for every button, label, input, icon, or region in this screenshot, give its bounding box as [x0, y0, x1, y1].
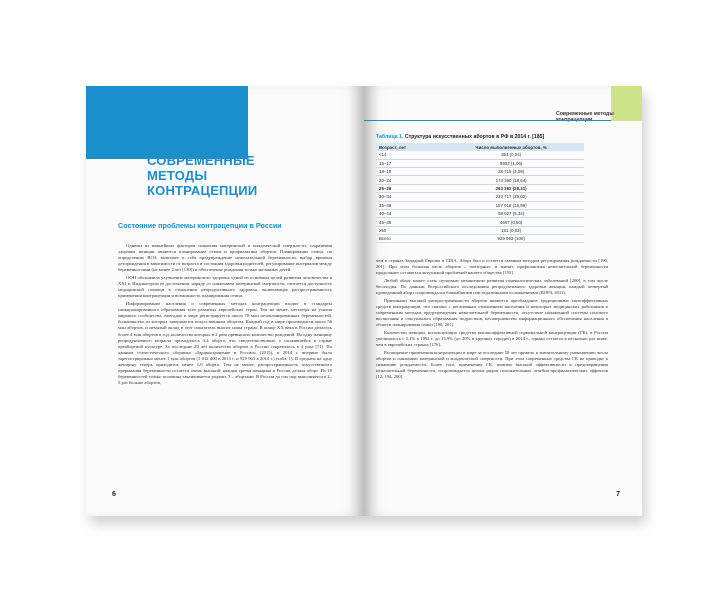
age-cell: 25–29	[376, 184, 438, 192]
left-page	[86, 86, 364, 516]
age-cell: 30–34	[376, 193, 438, 201]
abortion-structure-table	[376, 143, 584, 243]
value-cell: 9902 (1,06)	[438, 159, 584, 167]
open-book	[86, 86, 642, 516]
value-cell: 151 (0,02)	[438, 226, 584, 234]
age-cell: 20–24	[376, 176, 438, 184]
section-heading: Состояние проблемы контрацепции в России	[118, 221, 282, 230]
table-row	[376, 209, 584, 217]
right-body-text	[376, 258, 608, 382]
paragraph: Количество женщин, использующих средства высокоэффективной гормональной контрацепции (ГК), в России увеличилось с 2,1% в 1992 г. до 13,9% (до 20% в крупных городах) в 2014 г., однако остается в несколько раз ниже, чем в европейских странах [176].	[376, 329, 608, 347]
value-cell: 232 717 (25,02)	[438, 193, 584, 201]
table-row-total	[376, 235, 584, 243]
paragraph: чем в странах Западной Европы и США. Аборт был и остается главным методом регулирования рождаемости [190, 201]. При этом большая часть абортов – повторные, и значит, профилактика нежелательной беременности продолжает оставаться актуальной проблемой нашего общества [193].	[376, 258, 608, 276]
paragraph: Любой аборт может стать пусковым механизмом развития гинекологических заболеваний [200], в том числе бесплодия. По данным Всероссийского исследования репродуктивного здоровья женщин, каждый четвертый проведенный аборт сопровождался ближайшими или отдаленными осложнениями (ВОРЗ, 2011).	[376, 277, 608, 296]
paragraph: Расширение применения контрацепции в мире за последние 50 лет привело к значительному уменьшению числа абортов и снижению материнской и младенческой смертности. При этом современные средства ГК не приводят к снижению рождаемости. Более того, применение ГК, помимо высокой эффективности в предотвращении нежелательной беременности, сопровождается целым рядом положительных лечебно-профилактических эффектов [12, 194, 200].	[376, 349, 608, 380]
table-title	[376, 134, 544, 140]
value-cell: 354 (0,04)	[438, 151, 584, 159]
age-cell: 45–49	[376, 218, 438, 226]
table-row-highlighted	[376, 184, 584, 192]
value-cell: 157 918 (16,98)	[438, 201, 584, 209]
running-head: Современные методы	[556, 111, 614, 117]
page-number: 6	[112, 491, 116, 498]
paragraph: Информирование населения о современных методах контрацепции входит в стандарты санкционированного образования всех развитых европейских стран. Тем не менее, несмотря на усилия мирового сообщества, ежегодно в мире регистрируется около 70 млн незапланированных беременностей, большинство из которых завершается искусственным абортом. Каждый год в мире производится около 56 млн абортов, и немалый вклад в этот показатель вносит наша страна. В конце XX века в России делалось более 4 млн абортов в год, количество которых в 2 раза превышало количество рождений. На одну женщину репродуктивного возраста приходилось 3,4 аборта, что свидетельствовало о сложившейся в стране преабортной культуре. За последние 20 лет количество абортов в России сократилось в 4 раза [71]. По данным статистического сборника «Здравоохранение в России» (2015), в 2014 г. впервые было зарегистрировано менее 1 млн абортов (1 012 400 в 2013 г. и 929 963 в 2014 г.) (табл. 1). В среднем на одну женщину теперь приходится менее 1,0 аборта. Тем не менее, распространенность искусственного прерывания беременности остается очень высокой: каждая третья женщина в России делала аборт. Из 10 беременностей только половина заканчивается родами, 3 – абортами. В России до сих пор выполняется в 2–5 раз больше абортов,	[118, 301, 332, 386]
column-header-age: Возраст, лет	[376, 143, 438, 151]
table-row	[376, 151, 584, 159]
running-head-rule	[364, 120, 611, 121]
chapter-color-block	[86, 86, 248, 159]
table-number: Таблица 1.	[376, 134, 404, 140]
paragraph: Причинами высокой распространенности абортов являются преобладание традиционных малоэффективных средств контрацепции, что связано с негативным отношением населения и некоторых медицинских работников к современным методам предупреждения нежелательной беременности, отсутствие налаженной системы полового воспитания и сексуального образования подростков, несовершенство информационного обеспечения населения в области планирования семьи [190, 201].	[376, 297, 608, 328]
age-cell: Всего	[376, 235, 438, 243]
table-row	[376, 201, 584, 209]
table-row	[376, 167, 584, 175]
age-cell: 40–44	[376, 209, 438, 217]
age-cell: 35–39	[376, 201, 438, 209]
table-header-row	[376, 143, 584, 151]
left-body-text	[118, 243, 332, 388]
value-cell: 28 715 (3,09)	[438, 167, 584, 175]
value-cell: 173 390 (18,64)	[438, 176, 584, 184]
table-row	[376, 218, 584, 226]
table-row	[376, 193, 584, 201]
age-cell: 15–17	[376, 159, 438, 167]
paragraph: ООН обозначила улучшение материнского здоровья одной из основных целей развития человечества в XXI в. Индикатором ее достижения, наряду со снижением материнской смертности, считается доступность медицинской помощи в отношении репродуктивного здоровья, включающая распространенность применения контрацепции и возможность планирования семьи.	[118, 275, 332, 299]
age-cell: <14	[376, 151, 438, 159]
table-row	[376, 159, 584, 167]
page-number: 7	[616, 491, 620, 498]
value-cell: 58 927 (6,34)	[438, 209, 584, 217]
paragraph: Одними из важнейших факторов снижения материнской и младенческой смертности, сохранения здоровья женщин являются планирование семьи и профилактика абортов. Планирование семьи, по определению ВОЗ, включает в себя предупреждение нежелательной беременности, выбор времени деторождения в зависимости от возраста и состояния здоровья родителей, регулирование интервалов между беременностями (не менее 2 лет [130]) и обеспечение рождения только желанных детей.	[118, 243, 332, 273]
age-cell: 18–19	[376, 167, 438, 175]
right-page	[364, 86, 642, 516]
table-row	[376, 176, 584, 184]
value-cell: 929 963 (100)	[438, 235, 584, 243]
chapter-title: СОВРЕМЕННЫЕ МЕТОДЫ КОНТРАЦЕПЦИИ	[147, 153, 258, 198]
value-cell: 263 282 (28,31)	[438, 184, 584, 192]
value-cell: 4607 (0,50)	[438, 218, 584, 226]
column-header-count: Число выполненных абортов, %	[438, 143, 584, 151]
table-row	[376, 226, 584, 234]
table-caption: Структура искусственных абортов в РФ в 2014 г. [185]	[404, 134, 545, 140]
age-cell: ≥50	[376, 226, 438, 234]
